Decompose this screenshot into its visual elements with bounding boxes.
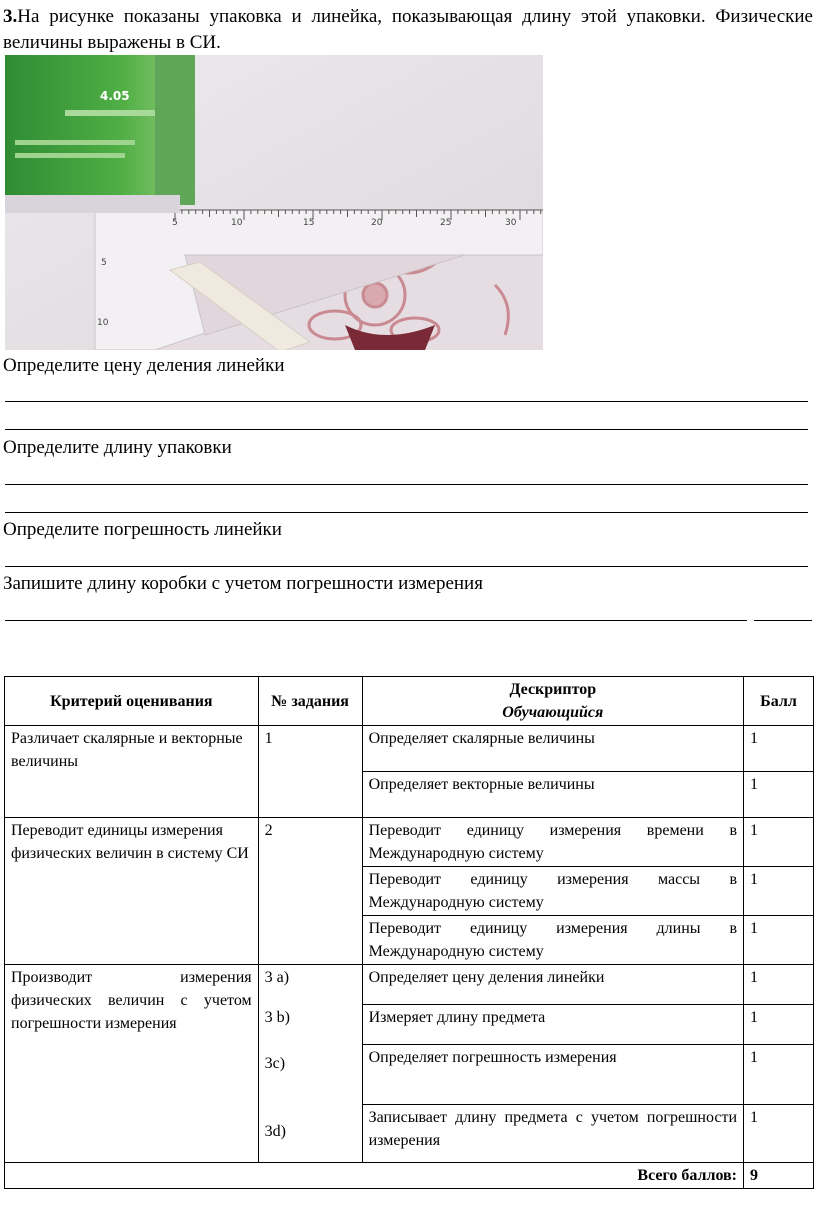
descriptor-cell: Переводит единицу измерения массы в Международную систему bbox=[362, 867, 743, 916]
total-label: Всего баллов: bbox=[5, 1163, 744, 1189]
total-row bbox=[5, 1163, 814, 1189]
criterion-cell: Различает скалярные и векторные величины bbox=[5, 726, 259, 818]
descriptor-cell: Переводит единицу измерения времени в Международную систему bbox=[362, 818, 743, 867]
header-score: Балл bbox=[744, 677, 814, 726]
task-number-label: 3d) bbox=[264, 1123, 286, 1140]
side-tick-label: 5 bbox=[101, 258, 107, 268]
descriptor-cell: Определяет векторные величины bbox=[362, 772, 743, 818]
score-cell: 1 bbox=[744, 916, 814, 965]
score-cell: 1 bbox=[744, 818, 814, 867]
criterion-cell: Производит измерения физических величин с учетом погрешности измерения bbox=[5, 965, 259, 1163]
task-number-cell: 2 bbox=[258, 818, 362, 965]
criterion-cell: Переводит единицы измерения физических величин в систему СИ bbox=[5, 818, 259, 965]
answer-line bbox=[754, 620, 812, 621]
ruler-tick-label: 15 bbox=[303, 218, 315, 228]
package-ruler-photo bbox=[5, 55, 543, 350]
descriptor-cell: Определяет скалярные величины bbox=[362, 726, 743, 772]
task-number-cell: 1 bbox=[258, 726, 362, 818]
ruler-tick-label: 20 bbox=[371, 218, 383, 228]
task-intro bbox=[3, 4, 813, 56]
table-row bbox=[5, 965, 814, 1005]
table-header-row bbox=[5, 677, 814, 726]
assessment-table bbox=[4, 676, 814, 1189]
answer-line bbox=[5, 620, 747, 621]
answer-line bbox=[5, 566, 808, 567]
score-cell: 1 bbox=[744, 1005, 814, 1045]
header-descriptor bbox=[362, 677, 743, 726]
task-number-label: 3 a) bbox=[264, 969, 290, 986]
package-label: 4.05 bbox=[100, 89, 130, 103]
descriptor-cell: Определяет погрешность измерения bbox=[362, 1045, 743, 1105]
task-number-cell bbox=[258, 965, 362, 1163]
task-number: 3. bbox=[3, 6, 18, 27]
answer-line bbox=[5, 484, 808, 485]
score-cell: 1 bbox=[744, 965, 814, 1005]
table-row bbox=[5, 818, 814, 867]
score-cell: 1 bbox=[744, 867, 814, 916]
question-length-with-error: Запишите длину коробки с учетом погрешности измерения bbox=[3, 573, 483, 594]
header-descriptor-title: Дескриптор bbox=[509, 681, 597, 698]
header-task-number: № задания bbox=[258, 677, 362, 726]
descriptor-cell: Измеряет длину предмета bbox=[362, 1005, 743, 1045]
ruler-tick-label: 5 bbox=[172, 218, 178, 228]
ruler-tick-label: 25 bbox=[440, 218, 452, 228]
score-cell: 1 bbox=[744, 1105, 814, 1163]
score-cell: 1 bbox=[744, 772, 814, 818]
score-cell: 1 bbox=[744, 726, 814, 772]
descriptor-cell: Определяет цену деления линейки bbox=[362, 965, 743, 1005]
task-number-label: 3c) bbox=[264, 1055, 286, 1072]
descriptor-cell: Записывает длину предмета с учетом погрешности измерения bbox=[362, 1105, 743, 1163]
score-cell: 1 bbox=[744, 1045, 814, 1105]
question-division-value: Определите цену деления линейки bbox=[3, 355, 285, 376]
answer-line bbox=[5, 401, 808, 402]
ruler-tick-label: 30 bbox=[505, 218, 517, 228]
total-value: 9 bbox=[744, 1163, 814, 1189]
question-package-length: Определите длину упаковки bbox=[3, 437, 232, 458]
header-criterion: Критерий оценивания bbox=[5, 677, 259, 726]
header-descriptor-subtitle: Обучающийся bbox=[502, 704, 604, 721]
answer-line bbox=[5, 512, 808, 513]
task-intro-text: На рисунке показаны упаковка и линейка, показывающая длину этой упаковки. Физические величины выражены в СИ. bbox=[3, 6, 813, 53]
side-tick-label: 10 bbox=[97, 318, 109, 328]
table-row bbox=[5, 726, 814, 772]
green-package bbox=[5, 55, 195, 213]
task-number-label: 3 b) bbox=[264, 1009, 290, 1026]
descriptor-cell: Переводит единицу измерения длины в Международную систему bbox=[362, 916, 743, 965]
answer-line bbox=[5, 429, 808, 430]
ruler-tick-label: 10 bbox=[231, 218, 243, 228]
question-ruler-error: Определите погрешность линейки bbox=[3, 519, 282, 540]
